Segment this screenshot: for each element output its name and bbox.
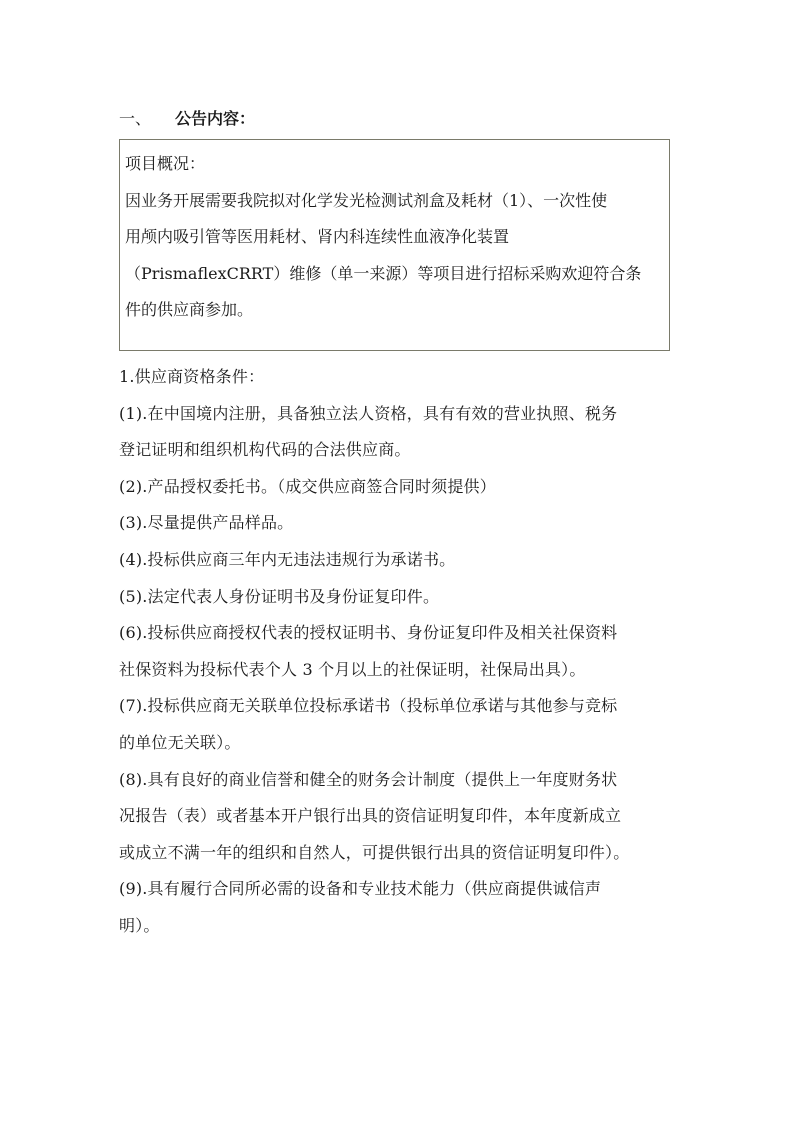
requirement-line: (3).尽量提供产品样品。	[119, 513, 294, 533]
requirement-line: 的单位无关联）。	[119, 732, 241, 752]
requirement-line: (9).具有履行合同所必需的设备和专业技术能力（供应商提供诚信声	[119, 879, 602, 899]
section-title: 公告内容：	[175, 109, 256, 128]
requirement-line: 况报告（表）或者基本开户银行出具的资信证明复印件，本年度新成立	[119, 806, 622, 826]
supplier-requirements	[119, 359, 675, 945]
overview-text-line: 用颅内吸引管等医用耗材、肾内科连续性血液净化装置	[125, 227, 510, 246]
overview-text-line: （PrismaflexCRRT）维修（单一来源）等项目进行招标采购欢迎符合条	[125, 263, 642, 283]
requirement-line: (4).投标供应商三年内无违法违规行为承诺书。	[119, 549, 456, 569]
requirement-line: 社保资料为投标代表个人 3 个月以上的社保证明，社保局出具）。	[119, 659, 586, 679]
requirement-line: (2).产品授权委托书。（成交供应商签合同时须提供）	[119, 476, 496, 496]
section-number: 一、	[119, 109, 152, 128]
requirement-line: 或成立不满一年的组织和自然人，可提供银行出具的资信证明复印件）。	[119, 842, 630, 862]
requirement-line: (7).投标供应商无关联单位投标承诺书（投标单位承诺与其他参与竞标	[119, 696, 618, 716]
requirement-line: (5).法定代表人身份证明书及身份证复印件。	[119, 586, 440, 606]
requirement-line: 明）。	[119, 915, 160, 935]
project-overview-box	[119, 139, 670, 351]
requirement-line: (8).具有良好的商业信誉和健全的财务会计制度（提供上一年度财务状	[119, 769, 618, 789]
requirement-line: 登记证明和组织机构代码的合法供应商。	[119, 440, 411, 460]
requirement-line: (1).在中国境内注册，具备独立法人资格，具有有效的营业执照、税务	[119, 403, 618, 423]
requirements-title: 1.供应商资格条件：	[119, 367, 265, 386]
overview-text-line: 件的供应商参加。	[125, 300, 254, 319]
requirement-line: (6).投标供应商授权代表的授权证明书、身份证复印件及相关社保资料	[119, 623, 618, 643]
section-heading	[119, 105, 255, 133]
overview-label: 项目概况：	[125, 154, 206, 173]
overview-text-line: 因业务开展需要我院拟对化学发光检测试剂盒及耗材（1）、一次性使	[125, 190, 608, 210]
